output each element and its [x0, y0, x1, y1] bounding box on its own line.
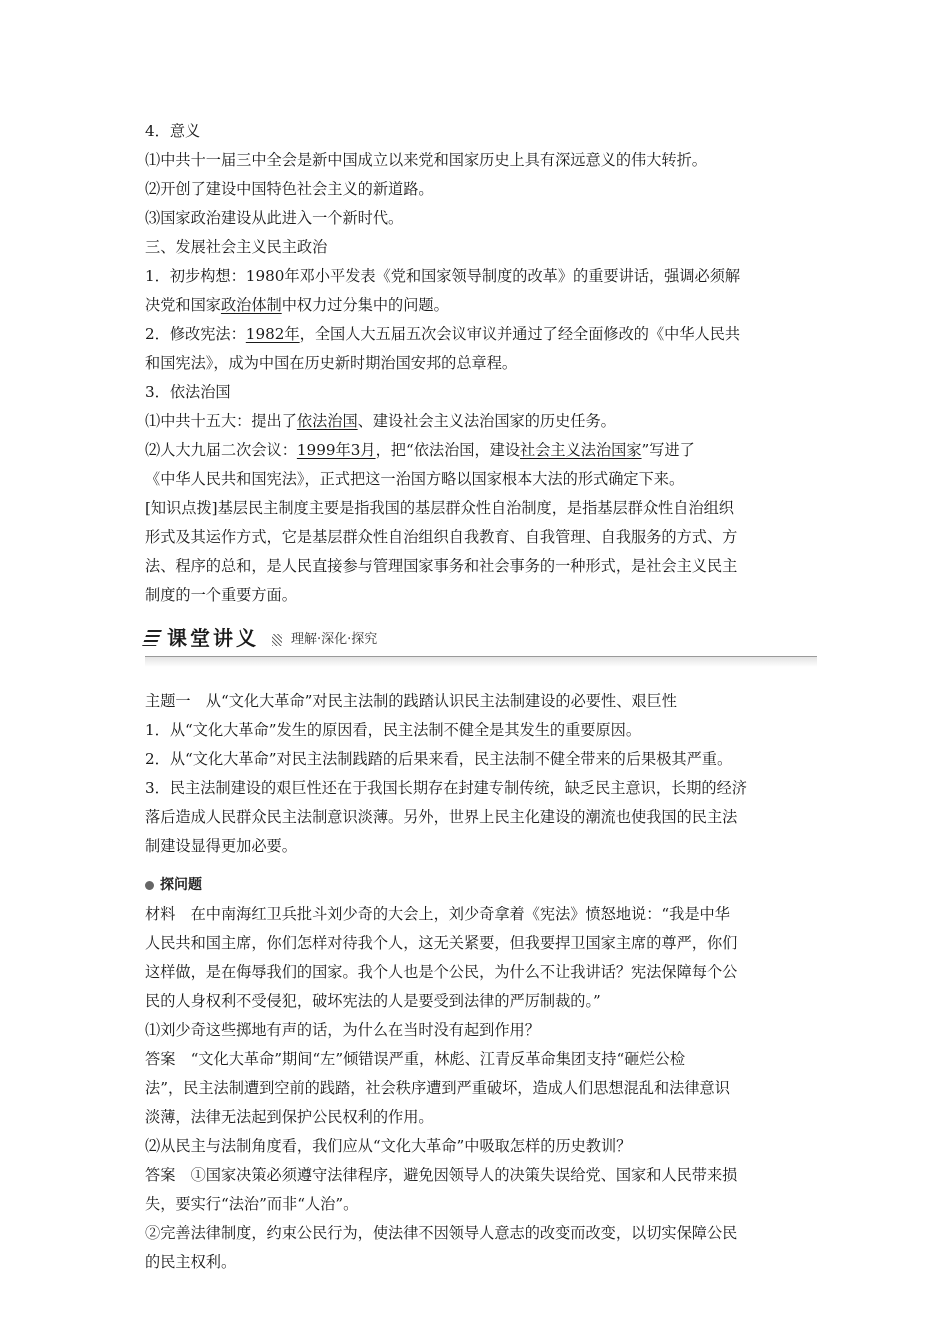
theme-one-point-1: 1．从“文化大革命”发生的原因看，民主法制不健全是其发生的重要原因。 [145, 721, 642, 739]
theme-one-heading: 主题一 从“文化大革命”对民主法制的践踏认识民主法制建设的必要性、艰巨性 [145, 692, 677, 710]
material-line-2: 人民共和国主席，你们怎样对待我个人，这无关紧要，但我要捍卫国家主席的尊严，你们 [145, 934, 738, 952]
theme-one-point-3-line-3: 制建设显得更加必要。 [145, 837, 297, 855]
section-banner [145, 624, 817, 657]
constitution-revision-line-1: 2．修改宪法：1982年，全国人大五届五次会议审议并通过了经全面修改的《中华人民共 [145, 325, 741, 343]
knowledge-tip-line-4: 制度的一个重要方面。 [145, 586, 297, 604]
material-line-3: 这样做，是在侮辱我们的国家。我个人也是个公民，为什么不让我讲话？宪法保障每个公 [145, 963, 738, 981]
part-three-heading: 三、发展社会主义民主政治 [145, 238, 328, 256]
answer-2-line-2: 失，要实行“法治”而非“人治”。 [145, 1195, 359, 1213]
question-2: ⑵从民主与法制角度看，我们应从“文化大革命”中吸取怎样的历史教训？ [145, 1137, 632, 1155]
material-line-1: 材料 在中南海红卫兵批斗刘少奇的大会上，刘少奇拿着《宪法》愤怒地说：“我是中华 [145, 905, 730, 923]
knowledge-tip-line-3: 法、程序的总和，是人民直接参与管理国家事务和社会事务的一种形式，是社会主义民主 [145, 557, 738, 575]
constitution-revision-line-2: 和国宪法》，成为中国在历史新时期治国安邦的总章程。 [145, 354, 518, 372]
underlined-term: 社会主义法治国家 [520, 441, 642, 459]
significance-point-3: ⑶国家政治建设从此进入一个新时代。 [145, 209, 404, 227]
bullet-dot-icon [145, 881, 154, 890]
knowledge-tip-line-1: [知识点拨]基层民主制度主要是指我国的基层群众性自治制度，是指基层群众性自治组织 [145, 499, 734, 517]
answer-1-line-3: 淡薄，法律无法起到保护公民权利的作用。 [145, 1108, 434, 1126]
answer-2-line-3: ②完善法律制度，约束公民行为，使法律不因领导人意志的改变而改变，以切实保障公民 [145, 1224, 738, 1242]
banner-hatch-icon [272, 634, 282, 646]
initial-concept-line-1: 1．初步构想：1980年邓小平发表《党和国家领导制度的改革》的重要讲话，强调必须解 [145, 267, 741, 285]
significance-point-2: ⑵开创了建设中国特色社会主义的新道路。 [145, 180, 434, 198]
theme-one-point-3-line-2: 落后造成人民群众民主法制意识淡薄。另外，世界上民主化建设的潮流也使我国的民主法 [145, 808, 738, 826]
section-heading-significance: 4．意义 [145, 122, 201, 140]
explore-question-heading: 探问题 [145, 871, 817, 900]
banner-stripes-icon [142, 630, 162, 646]
theme-one-point-2: 2．从“文化大革命”对民主法制践踏的后果来看，民主法制不健全带来的后果极其严重。 [145, 750, 733, 768]
rule-of-law-point-2-line-1: ⑵人大九届二次会议：1999年3月，把“依法治国，建设社会主义法治国家”写进了 [145, 441, 695, 459]
answer-2-line-1: 答案 ①国家决策必须遵守法律程序，避免因领导人的决策失误给党、国家和人民带来损 [145, 1166, 738, 1184]
banner-title: 课堂讲义 [167, 626, 259, 650]
theme-one-point-3-line-1: 3．民主法制建设的艰巨性还在于我国长期存在封建专制传统，缺乏民主意识，长期的经济 [145, 779, 747, 797]
underlined-term: 依法治国 [296, 412, 358, 430]
answer-1-line-2: 法”，民主法制遭到空前的践踏，社会秩序遭到严重破坏，造成人们思想混乱和法律意识 [145, 1079, 730, 1097]
initial-concept-line-2: 决党和国家政治体制中权力过分集中的问题。 [145, 296, 449, 314]
rule-of-law-heading: 3．依法治国 [145, 383, 231, 401]
question-1: ⑴刘少奇这些掷地有声的话，为什么在当时没有起到作用？ [145, 1021, 540, 1039]
document-page [145, 117, 817, 1277]
answer-2-line-4: 的民主权利。 [145, 1253, 237, 1271]
material-line-4: 民的人身权利不受侵犯，破坏宪法的人是要受到法律的严厉制裁的。” [145, 992, 601, 1010]
underlined-term: 政治体制 [220, 296, 282, 314]
rule-of-law-point-1: ⑴中共十五大：提出了依法治国、建设社会主义法治国家的历史任务。 [145, 412, 616, 430]
rule-of-law-point-2-line-2: 《中华人民共和国宪法》，正式把这一治国方略以国家根本大法的形式确定下来。 [145, 470, 685, 488]
knowledge-tip-line-2: 形式及其运作方式，它是基层群众性自治组织自我教育、自我管理、自我服务的方式、方 [145, 528, 738, 546]
underlined-term: 1999年3月 [296, 441, 376, 459]
banner-subtitle: 理解·深化·探究 [291, 632, 378, 647]
banner-shadow [145, 657, 817, 667]
answer-1-line-1: 答案 “文化大革命”期间“左”倾错误严重，林彪、江青反革命集团支持“砸烂公检 [145, 1050, 686, 1068]
significance-point-1: ⑴中共十一届三中全会是新中国成立以来党和国家历史上具有深远意义的伟大转折。 [145, 151, 707, 169]
underlined-term: 1982年 [245, 325, 300, 343]
